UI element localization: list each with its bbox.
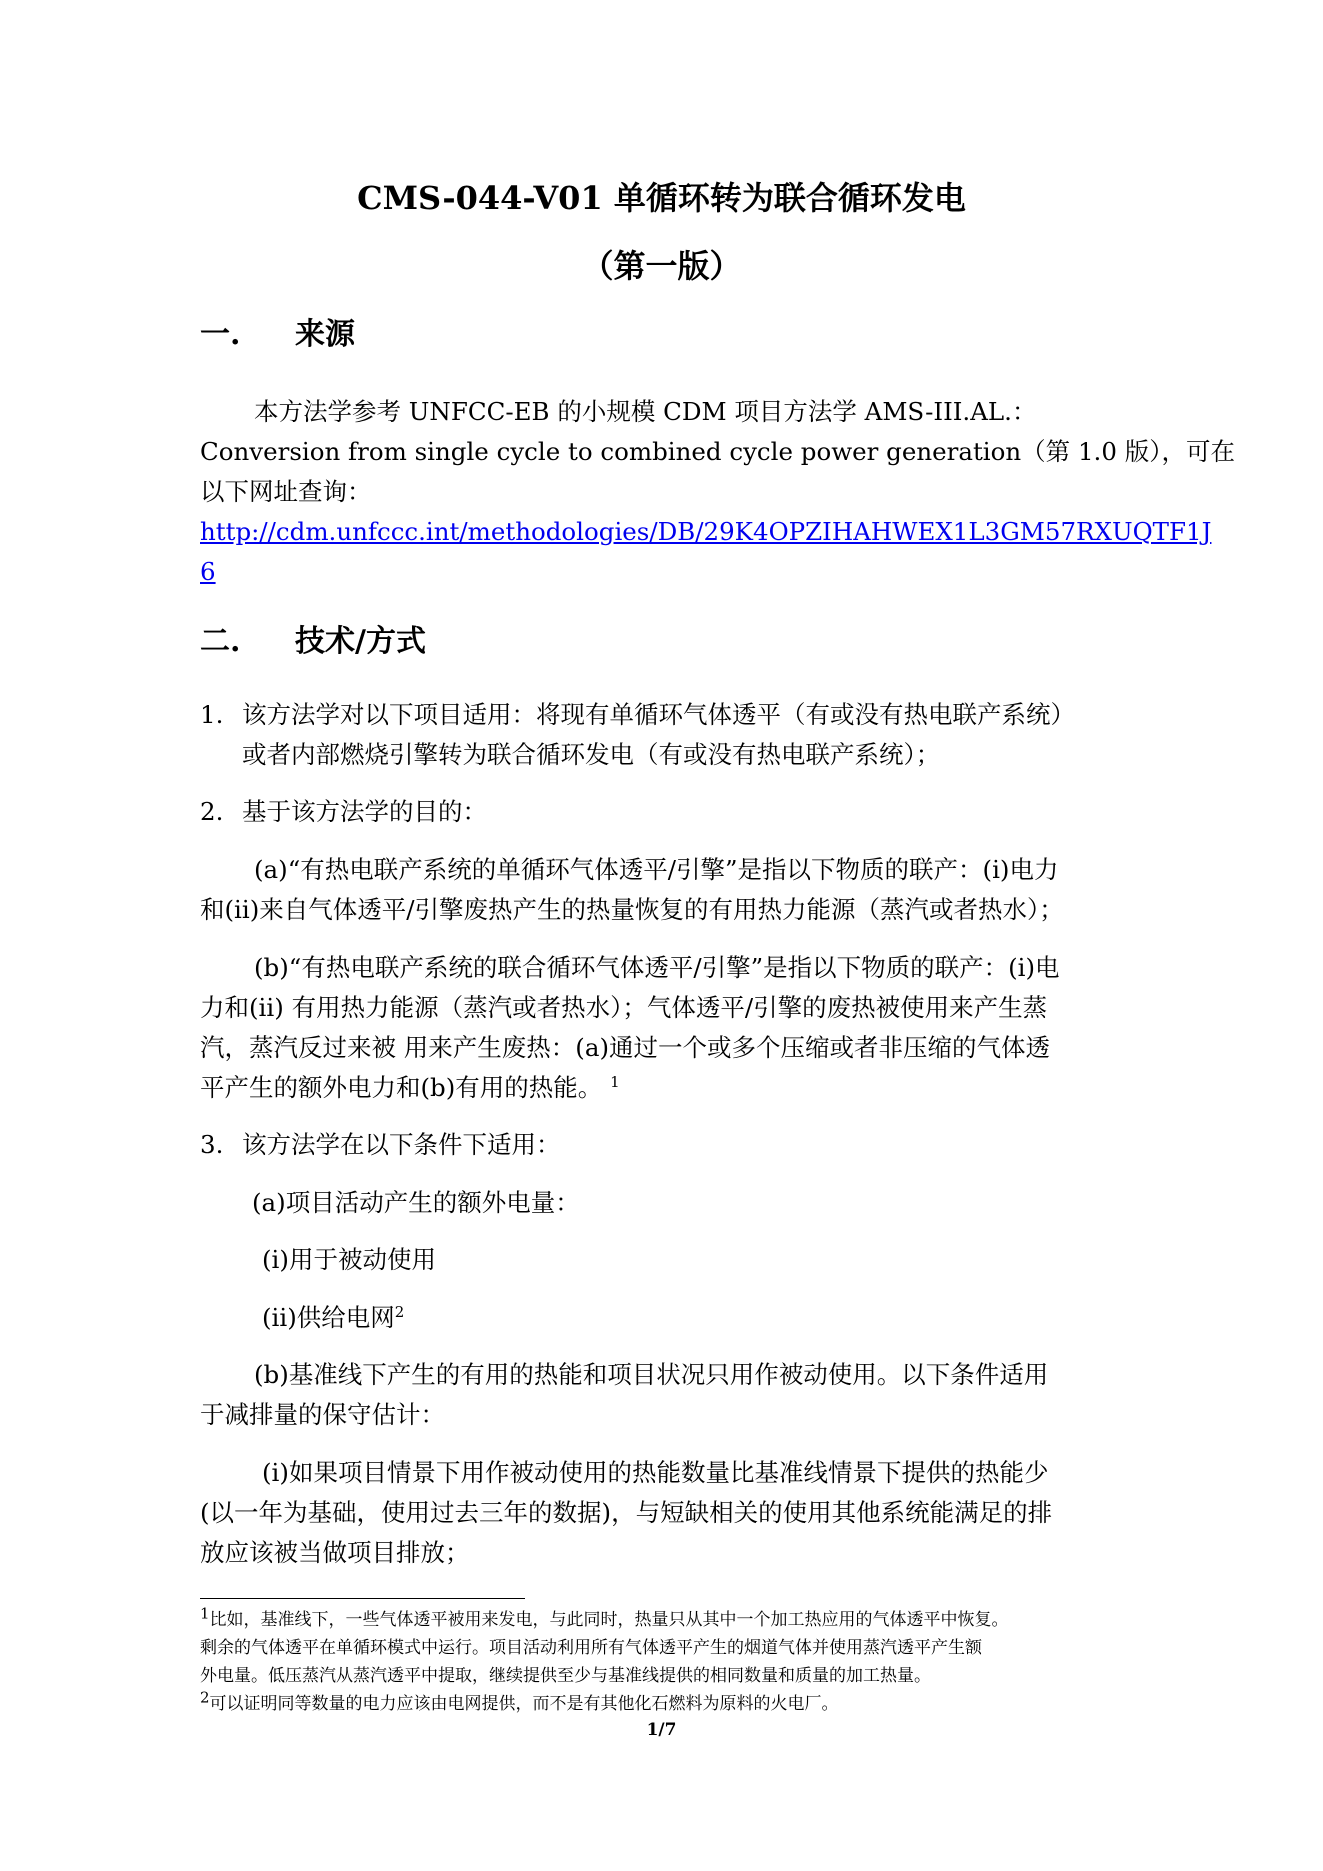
condition-a-ii-text: (ii)供给电网: [262, 1303, 395, 1332]
section-title: 技术/方式: [295, 624, 426, 659]
definition-line: 汽，蒸汽反过来被 用来产生废热：(a)通过一个或多个压缩或者非压缩的气体透: [200, 1033, 1051, 1062]
source-line: Conversion from single cycle to combined cycle power generation（第 1.0 版），可在: [200, 437, 1235, 466]
footnote-1-line: [200, 1606, 1130, 1634]
definition-b: [200, 948, 1130, 1108]
item-3-text: [242, 1125, 1132, 1165]
definition-line: [200, 1068, 1130, 1108]
footnotes: [200, 1606, 1130, 1718]
document-title: CMS-044-V01 单循环转为联合循环发电: [357, 179, 966, 217]
item-number: 1.: [200, 700, 224, 729]
item-line: 该方法学对以下项目适用：将现有单循环气体透平（有或没有热电联产系统）: [242, 700, 1075, 729]
definition-line: 和(ii)来自气体透平/引擎废热产生的热量恢复的有用热力能源（蒸汽或者热水）；: [200, 895, 1064, 924]
section-number: 二.: [200, 624, 241, 659]
condition-line: (以一年为基础，使用过去三年的数据)，与短缺相关的使用其他系统能满足的排: [200, 1498, 1053, 1527]
item-number: 3.: [200, 1130, 224, 1159]
footnote-1-text: 比如，基准线下，一些气体透平被用来发电，与此同时，热量只从其中一个加工热应用的气体透平中恢复。: [209, 1610, 1009, 1630]
definition-line: (b)“有热电联产系统的联合循环气体透平/引擎”是指以下物质的联产：(i)电: [254, 953, 1060, 982]
condition-b-i: [200, 1453, 1130, 1573]
footnote-separator: [200, 1598, 525, 1599]
section-heading-source: [200, 315, 355, 355]
footnote-ref-1[interactable]: 1: [610, 1072, 620, 1091]
condition-b: [200, 1355, 1130, 1435]
footnote-2-text: 可以证明同等数量的电力应该由电网提供，而不是有其他化石燃料为原料的火电厂。: [209, 1694, 839, 1714]
condition-line: 放应该被当做项目排放；: [200, 1538, 470, 1567]
condition-line: (b)基准线下产生的有用的热能和项目状况只用作被动使用。以下条件适用: [254, 1360, 1049, 1389]
definition-line: (a)“有热电联产系统的单循环气体透平/引擎”是指以下物质的联产：(i)电力: [254, 855, 1059, 884]
source-line: 以下网址查询：: [200, 477, 372, 506]
definition-a: [200, 850, 1130, 930]
methodology-link[interactable]: http://cdm.unfccc.int/methodologies/DB/29K4OPZIHAHWEX1L3GM57RXUQTF1J: [200, 517, 1212, 546]
footnote-ref-2[interactable]: 2: [394, 1302, 405, 1321]
condition-line: 于减排量的保守估计：: [200, 1400, 445, 1429]
item-line: 基于该方法学的目的：: [242, 797, 487, 826]
section-heading-technology: [200, 622, 426, 662]
condition-a: (a)项目活动产生的额外电量：: [252, 1188, 580, 1217]
condition-a-i: (i)用于被动使用: [262, 1245, 436, 1274]
section-title: 来源: [295, 317, 355, 352]
footnote-2-line: [200, 1690, 1130, 1718]
condition-a-ii: [262, 1298, 404, 1338]
item-line: 或者内部燃烧引擎转为联合循环发电（有或没有热电联产系统）；: [242, 740, 941, 769]
footnote-1-line: 剩余的气体透平在单循环模式中运行。项目活动利用所有气体透平产生的烟道气体并使用蒸汽透平产生额: [200, 1638, 982, 1658]
definition-line: 力和(ii) 有用热力能源（蒸汽或者热水）；气体透平/引擎的废热被使用来产生蒸: [200, 993, 1048, 1022]
footnote-1-mark: 1: [200, 1604, 210, 1623]
document-version: （第一版）: [581, 247, 742, 285]
source-paragraph: [200, 392, 1235, 592]
section-number: 一.: [200, 317, 241, 352]
page-number: 1/7: [646, 1720, 677, 1740]
item-line: 该方法学在以下条件下适用：: [242, 1130, 561, 1159]
definition-line-text: 平产生的额外电力和(b)有用的热能。: [200, 1073, 603, 1102]
item-2-text: [242, 792, 1132, 832]
source-line: 本方法学参考 UNFCC-EB 的小规模 CDM 项目方法学 AMS-III.AL.：: [254, 397, 1037, 426]
methodology-link-continued[interactable]: 6: [200, 557, 216, 586]
footnote-2-mark: 2: [200, 1688, 210, 1707]
footnote-1-line: 外电量。低压蒸汽从蒸汽透平中提取，继续提供至少与基准线提供的相同数量和质量的加工热量。: [200, 1666, 931, 1686]
item-1-text: [242, 695, 1132, 775]
item-number: 2.: [200, 797, 224, 826]
condition-line: (i)如果项目情景下用作被动使用的热能数量比基准线情景下提供的热能少: [262, 1458, 1049, 1487]
